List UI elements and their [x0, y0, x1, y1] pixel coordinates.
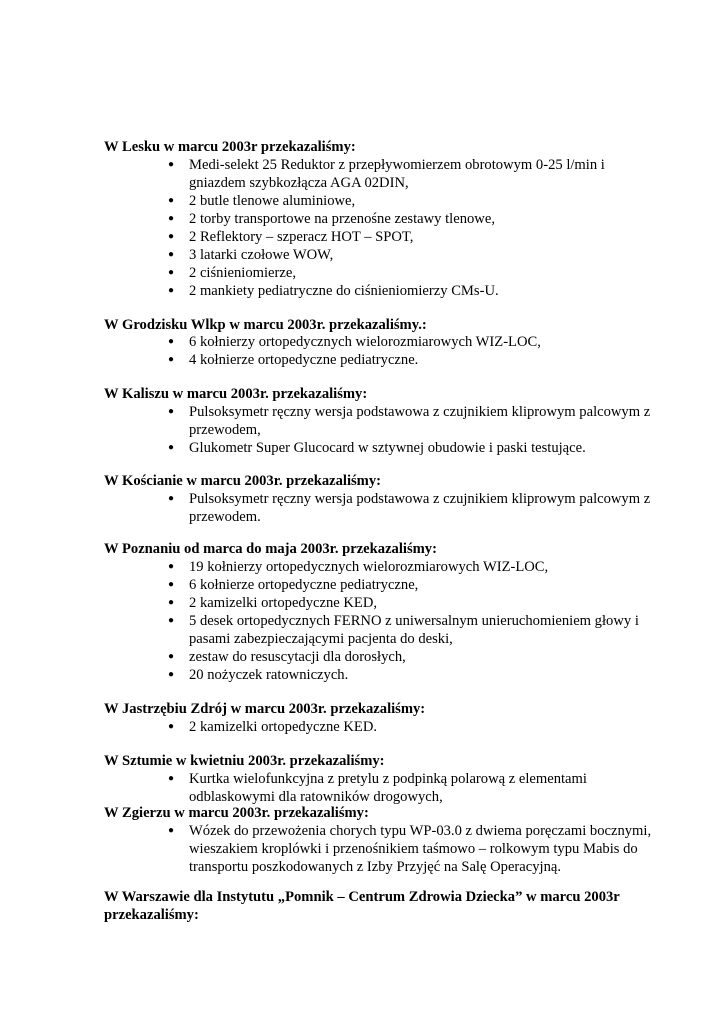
- bullet-icon: ●: [168, 285, 175, 296]
- list-item: ● 5 desek ortopedycznych FERNO z uniwersalnym unieruchomieniem głowy i pasami zabezpieczającymi pacjenta do deski,: [168, 613, 639, 647]
- bullet-icon: ●: [168, 579, 175, 590]
- section-heading-poznan: W Poznaniu od marca do maja 2003r. przekazaliśmy:: [104, 541, 437, 557]
- section-heading-warszawa: W Warszawie dla Instytutu „Pomnik – Centrum Zdrowia Dziecka” w marcu 2003r przekazaliśmy:: [104, 889, 620, 923]
- bullet-icon: ●: [168, 669, 175, 680]
- bullet-icon: ●: [168, 195, 175, 206]
- list-item: ● 6 kołnierze ortopedyczne pediatryczne,: [168, 577, 419, 593]
- list-item: ● Pulsoksymetr ręczny wersja podstawowa z czujnikiem kliprowym palcowym z przewodem.: [168, 491, 651, 525]
- list-item: ● 3 latarki czołowe WOW,: [168, 247, 334, 263]
- list-item: ● 2 torby transportowe na przenośne zestawy tlenowe,: [168, 211, 495, 227]
- bullet-icon: ●: [168, 159, 175, 170]
- bullet-icon: ●: [168, 213, 175, 224]
- bullet-icon: ●: [168, 825, 175, 836]
- list-item: ● 2 kamizelki ortopedyczne KED,: [168, 595, 378, 611]
- list-item: ● Glukometr Super Glucocard w sztywnej obudowie i paski testujące.: [168, 440, 586, 456]
- list-item: ● 2 kamizelki ortopedyczne KED.: [168, 719, 378, 735]
- list-item: ● 4 kołnierze ortopedyczne pediatryczne.: [168, 352, 419, 368]
- list-item: ● Pulsoksymetr ręczny wersja podstawowa z czujnikiem kliprowym palcowym z przewodem,: [168, 404, 651, 438]
- bullet-icon: ●: [168, 721, 175, 732]
- bullet-icon: ●: [168, 267, 175, 278]
- section-heading-lesko: W Lesku w marcu 2003r przekazaliśmy:: [104, 139, 356, 155]
- list-item: ● 2 butle tlenowe aluminiowe,: [168, 193, 356, 209]
- list-item: ● Wózek do przewożenia chorych typu WP-03.0 z dwiema poręczami bocznymi, wieszakiem kroplówki i przenośnikiem taśmowo – rolkowym typu Mabis do transportu poszkodowanych z Izby Przyjęć na Salę Operacyjną.: [168, 823, 652, 875]
- list-item: ● 19 kołnierzy ortopedycznych wielorozmiarowych WIZ-LOC,: [168, 559, 549, 575]
- bullet-icon: ●: [168, 597, 175, 608]
- list-item: ● zestaw do resuscytacji dla dorosłych,: [168, 649, 406, 665]
- list-item: ● Kurtka wielofunkcyjna z pretylu z podpinką polarową z elementami odblaskowymi dla ratowników drogowych,: [168, 771, 587, 805]
- list-item: ● 20 nożyczek ratowniczych.: [168, 667, 349, 683]
- bullet-icon: ●: [168, 561, 175, 572]
- list-item: ● Medi-selekt 25 Reduktor z przepływomierzem obrotowym 0-25 l/min i gniazdem szybkozłącza AGA 02DIN,: [168, 157, 605, 191]
- list-item: ● 2 Reflektory – szperacz HOT – SPOT,: [168, 229, 414, 245]
- bullet-icon: ●: [168, 249, 175, 260]
- bullet-icon: ●: [168, 493, 175, 504]
- section-heading-zgierz: W Zgierzu w marcu 2003r. przekazaliśmy:: [104, 805, 369, 821]
- bullet-icon: ●: [168, 442, 175, 453]
- list-item: ● 2 ciśnieniomierze,: [168, 265, 296, 281]
- bullet-icon: ●: [168, 615, 175, 626]
- bullet-icon: ●: [168, 406, 175, 417]
- section-heading-jastrzebie: W Jastrzębiu Zdrój w marcu 2003r. przekazaliśmy:: [104, 701, 426, 717]
- bullet-icon: ●: [168, 773, 175, 784]
- section-heading-kalisz: W Kaliszu w marcu 2003r. przekazaliśmy:: [104, 386, 368, 402]
- section-heading-sztum: W Sztumie w kwietniu 2003r. przekazaliśmy:: [104, 753, 385, 769]
- list-item: ● 2 mankiety pediatryczne do ciśnieniomierzy CMs-U.: [168, 283, 499, 299]
- list-item: ● 6 kołnierzy ortopedycznych wielorozmiarowych WIZ-LOC,: [168, 334, 541, 350]
- bullet-icon: ●: [168, 336, 175, 347]
- section-heading-koscian: W Kościanie w marcu 2003r. przekazaliśmy:: [104, 473, 381, 489]
- bullet-icon: ●: [168, 231, 175, 242]
- bullet-icon: ●: [168, 651, 175, 662]
- section-heading-grodzisk: W Grodzisku Wlkp w marcu 2003r. przekazaliśmy.:: [104, 317, 427, 333]
- bullet-icon: ●: [168, 354, 175, 365]
